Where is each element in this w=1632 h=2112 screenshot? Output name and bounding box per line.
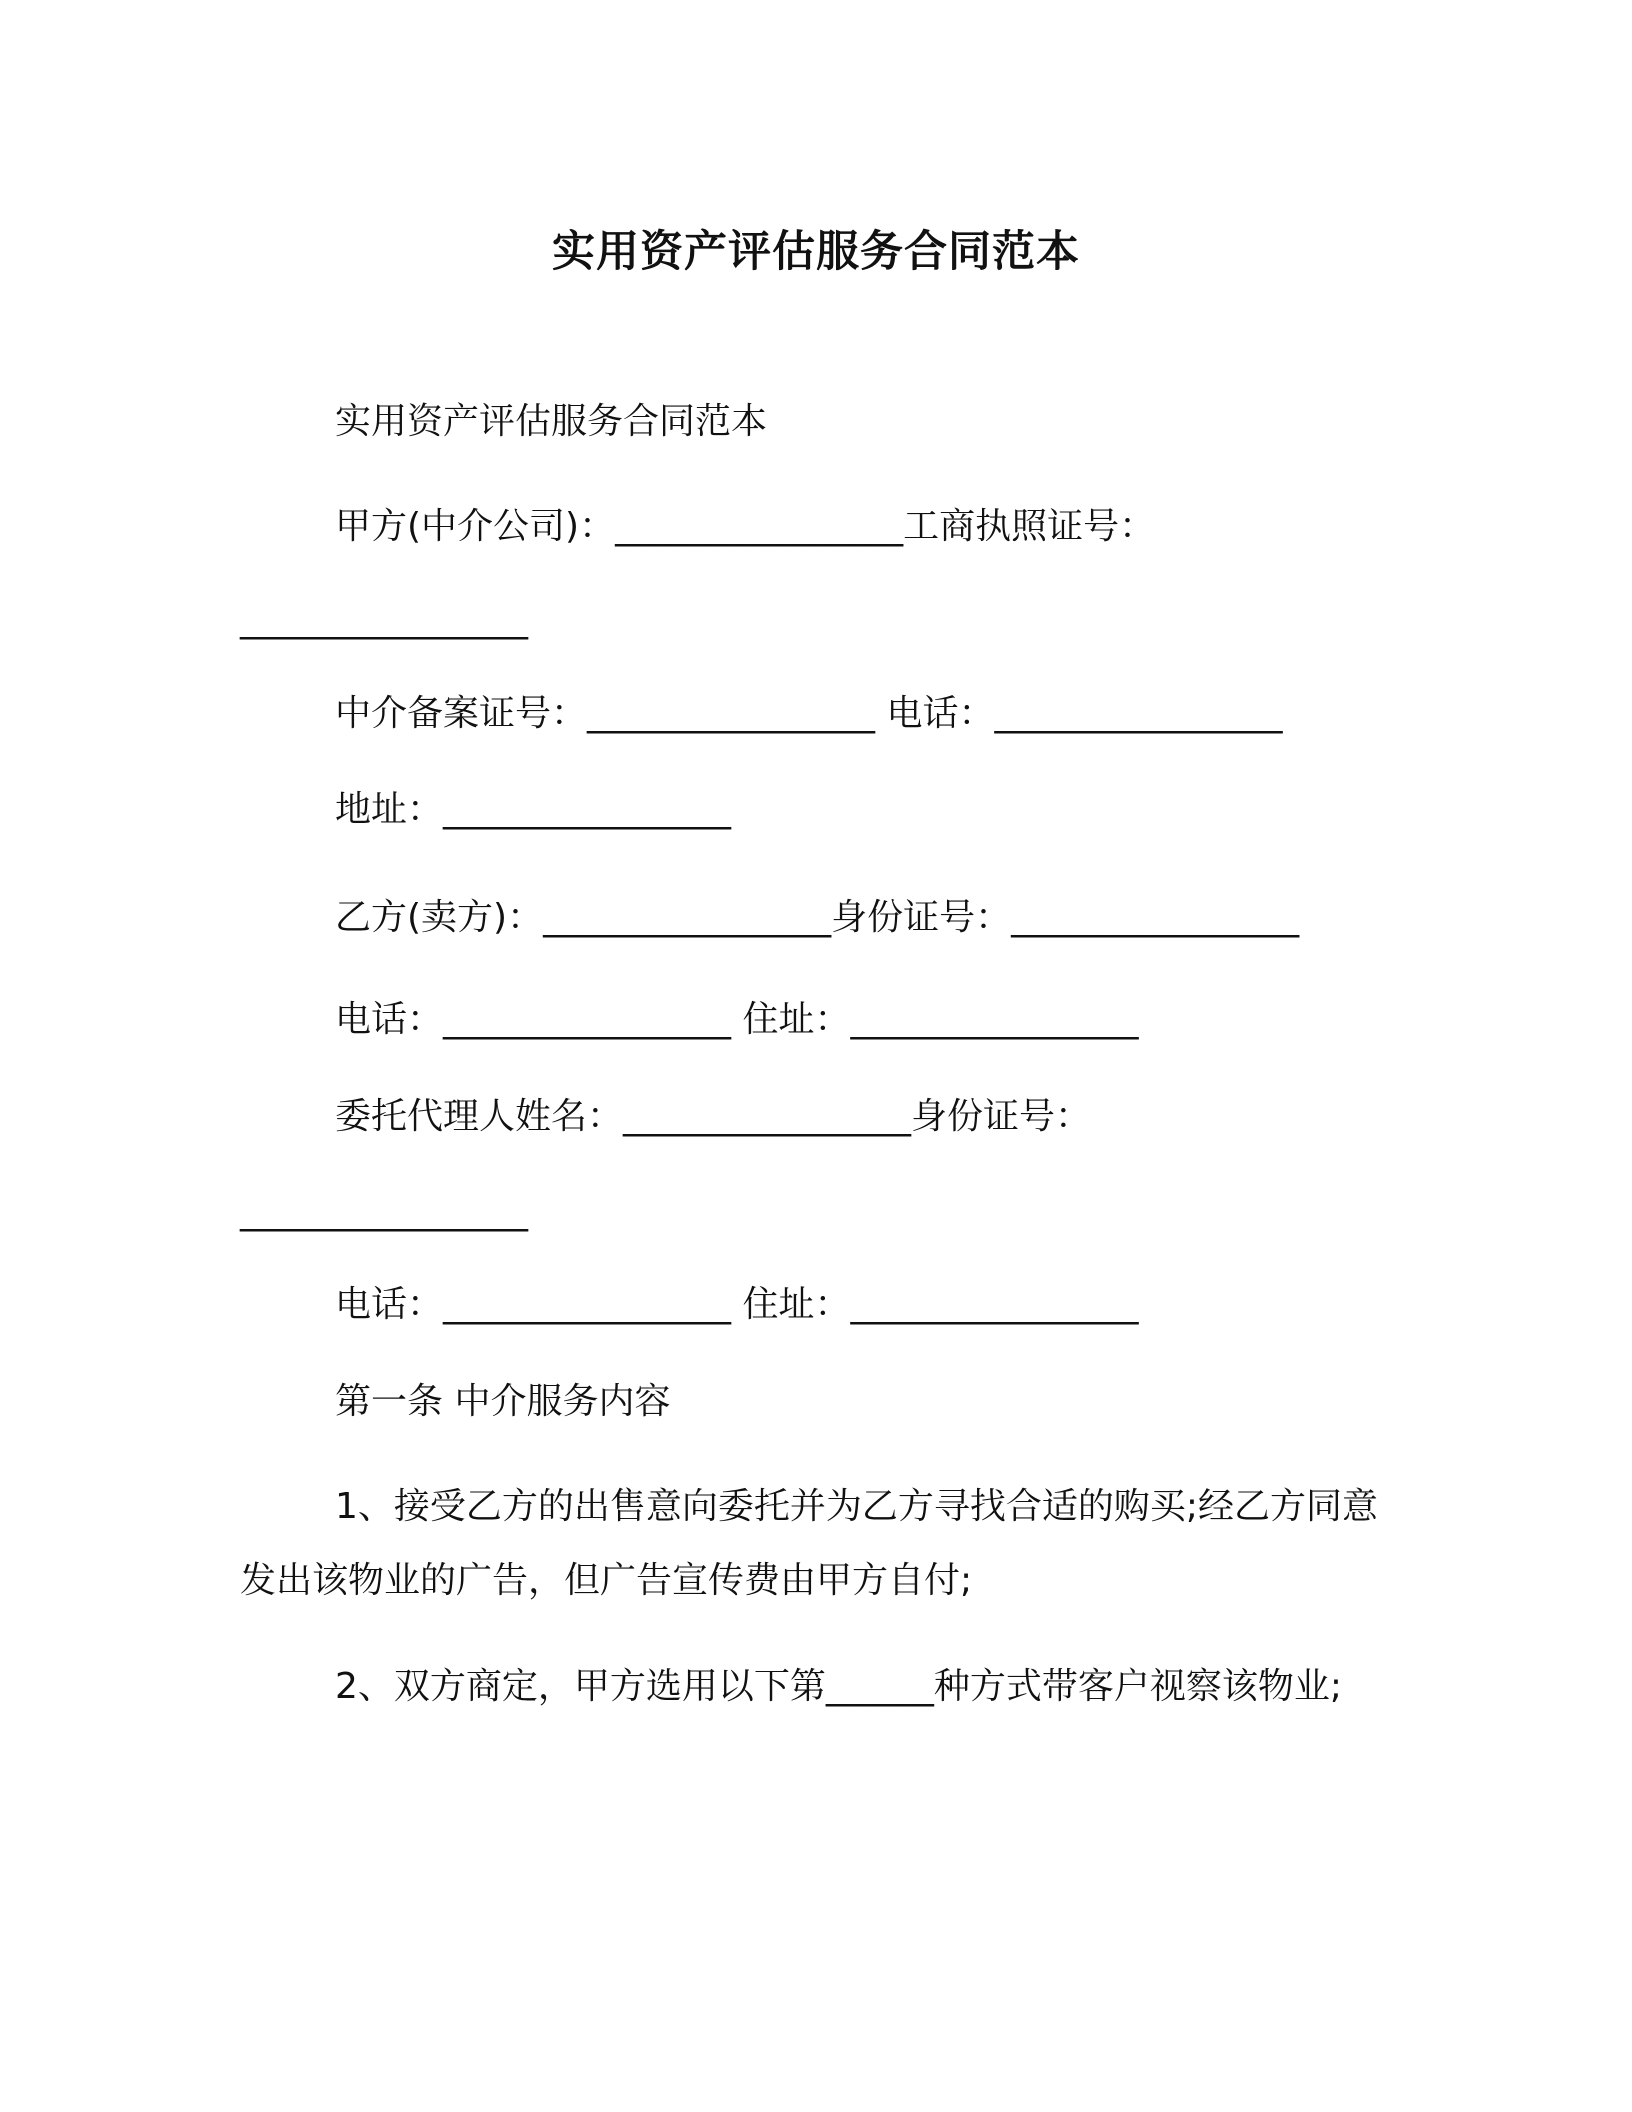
agent-name-line: 委托代理人姓名：________________身份证号： <box>335 1096 1092 1137</box>
address-line: 地址：________________ <box>335 789 732 830</box>
blank-continuation-line: ________________ <box>240 1191 528 1232</box>
section-heading: 第一条 中介服务内容 <box>335 1381 671 1422</box>
blank-continuation-line: ________________ <box>240 599 528 640</box>
document-title: 实用资产评估服务合同范本 <box>552 227 1080 277</box>
party-b-line: 乙方(卖方)：________________身份证号：________________ <box>335 897 1300 938</box>
clause-paragraph: 1、接受乙方的出售意向委托并为乙方寻找合适的购买;经乙方同意发出该物业的广告，但广告宣传费由甲方自付; <box>240 1486 1379 1601</box>
party-a-line: 甲方(中介公司)：________________工商执照证号： <box>335 506 1156 547</box>
agency-record-line: 中介备案证号：________________ 电话：________________ <box>335 693 1283 734</box>
subtitle-line: 实用资产评估服务合同范本 <box>335 401 768 442</box>
agent-contact-line: 电话：________________ 住址：________________ <box>335 1284 1139 1325</box>
party-b-contact-line: 电话：________________ 住址：________________ <box>335 999 1139 1040</box>
clause-paragraph: 2、双方商定，甲方选用以下第______种方式带客户视察该物业; <box>335 1666 1343 1707</box>
